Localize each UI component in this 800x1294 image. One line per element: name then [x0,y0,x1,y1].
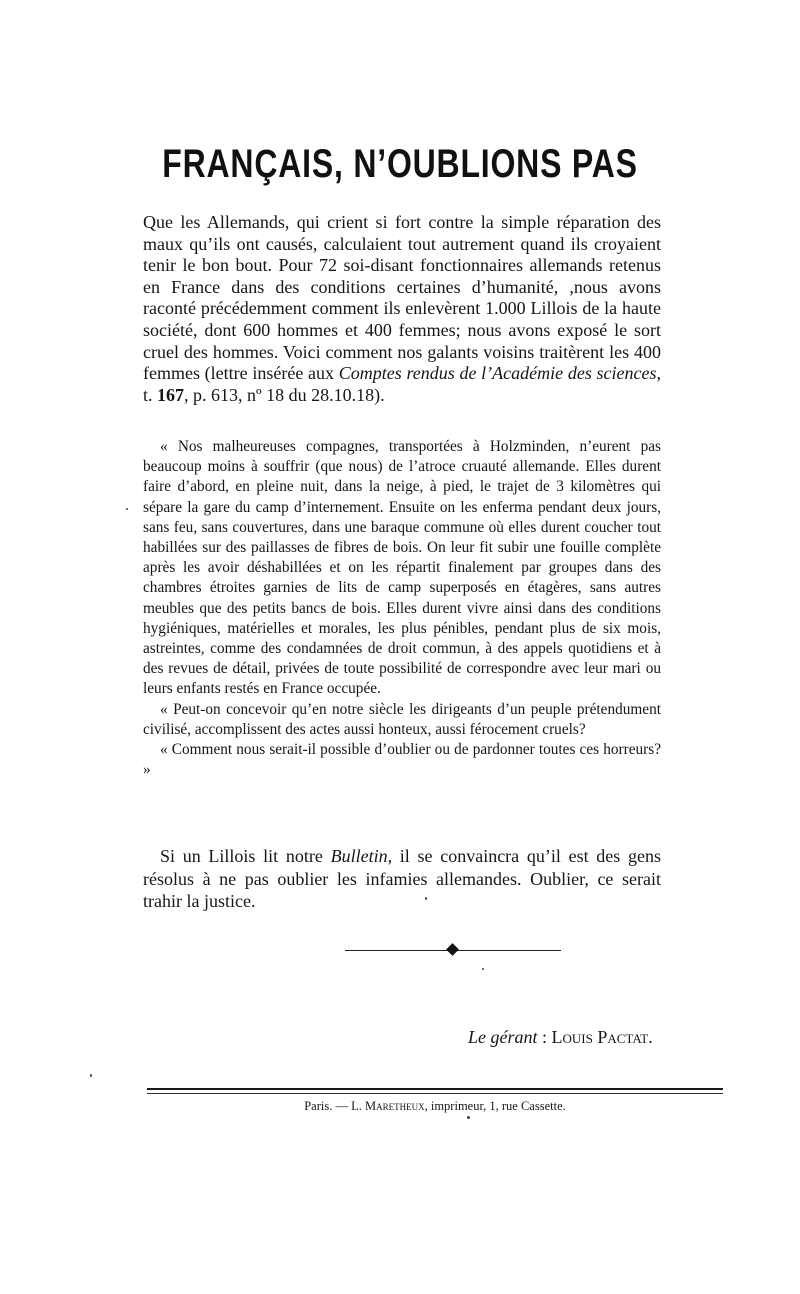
letter-quote [143,437,661,780]
imprint-text-1: Paris. — L. [304,1099,365,1113]
quote-paragraph-1: « Nos malheureuses compagnes, transportées à Holzminden, n’eurent pas beaucoup moins à souffrir (que nous) de l’atroce cruauté allemande. Elles durent faire d’abord, en pleine nuit, dans la neige, à pied, le trajet de 3 kilomètres qui sépare la gare du camp d’internement. Ensuite on les enferma pendant deux jours, sans feu, sans couvertures, dans une baraque commune où elles durent coucher tout habillées sur des paillasses de fibres de bois. On leur fit subir une fouille complète après les avoir déshabillées et on les répartit finalement par groupes dans des chambres étroites garnies de lits de camp superposés en étagères, sans autres meubles que des petits bancs de bois. Elles durent vivre ainsi dans des conditions hygiéniques, matérielles et morales, les plus pénibles, pendant plus de six mois, astreintes, comme des condamnées de droit commun, à des appels quotidiens et à des revues de détail, privées de toute possibilité de correspondre avec leur mari ou leurs enfants restés en France occupée. [143,438,661,698]
tome-number: 167 [157,384,185,405]
intro-text-3: , p. 613, nº 18 du 28.10.18). [184,384,385,405]
page-title: FRANÇAIS, N’OUBLIONS PAS [162,142,638,186]
gerant-label: Le gérant [468,1027,538,1047]
closing-paragraph [143,845,661,913]
gerant-sep: : [537,1027,552,1047]
quote-paragraph-3: « Comment nous serait-il possible d’oublier ou de pardonner toutes ces horreurs? » [143,741,661,779]
bulletin-title: Bulletin [330,846,388,866]
journal-title: Comptes rendus de l’Académie des sciences [338,363,657,384]
printer-imprint [0,1098,800,1114]
footer-rule-thick [147,1088,723,1090]
scan-speck [425,897,427,900]
gerant-name: Louis Pactat. [551,1027,653,1047]
quote-paragraph-2: « Peut-on concevoir qu’en notre siècle les dirigeants d’un peuple prétendument civilisé, accomplissent des actes aussi honteux, aussi férocement cruels? [143,700,661,738]
diamond-ornament-icon [446,943,459,956]
imprint-text-2: , imprimeur, 1, rue Cassette. [424,1099,566,1113]
printer-name: Maretheux [365,1099,425,1113]
scan-speck [126,508,128,510]
intro-text-1: Que les Allemands, qui crient si fort contre la simple réparation des maux qu’ils ont causés, calculaient tout autrement quand ils croyaient tenir le bon bout. Pour 72 soi-disant fonctionnaires allemands retenus en France dans des conditions certaines d’humanité, ,nous avons raconté précédemment comment ils enlevèrent 1.000 Lillois de la haute société, dont 600 hommes et 400 femmes; nous avons exposé le sort cruel des hommes. Voici comment nos galants voisins traitèrent les 400 femmes (lettre insérée aux [143,212,661,384]
scan-speck [482,968,484,970]
footer-rule-thin [147,1093,723,1094]
scan-speck [90,1074,92,1077]
intro-text-2: , t. [143,363,661,405]
intro-paragraph [143,212,661,406]
closing-text-1: Si un Lillois lit notre [160,846,331,866]
scan-speck [467,1116,470,1119]
signature-line [468,1025,728,1049]
closing-text-2: , il se convaincra qu’il est des gens résolus à ne pas oublier les infamies allemandes. Oublier, ce serait trahir la justice. [143,846,661,911]
